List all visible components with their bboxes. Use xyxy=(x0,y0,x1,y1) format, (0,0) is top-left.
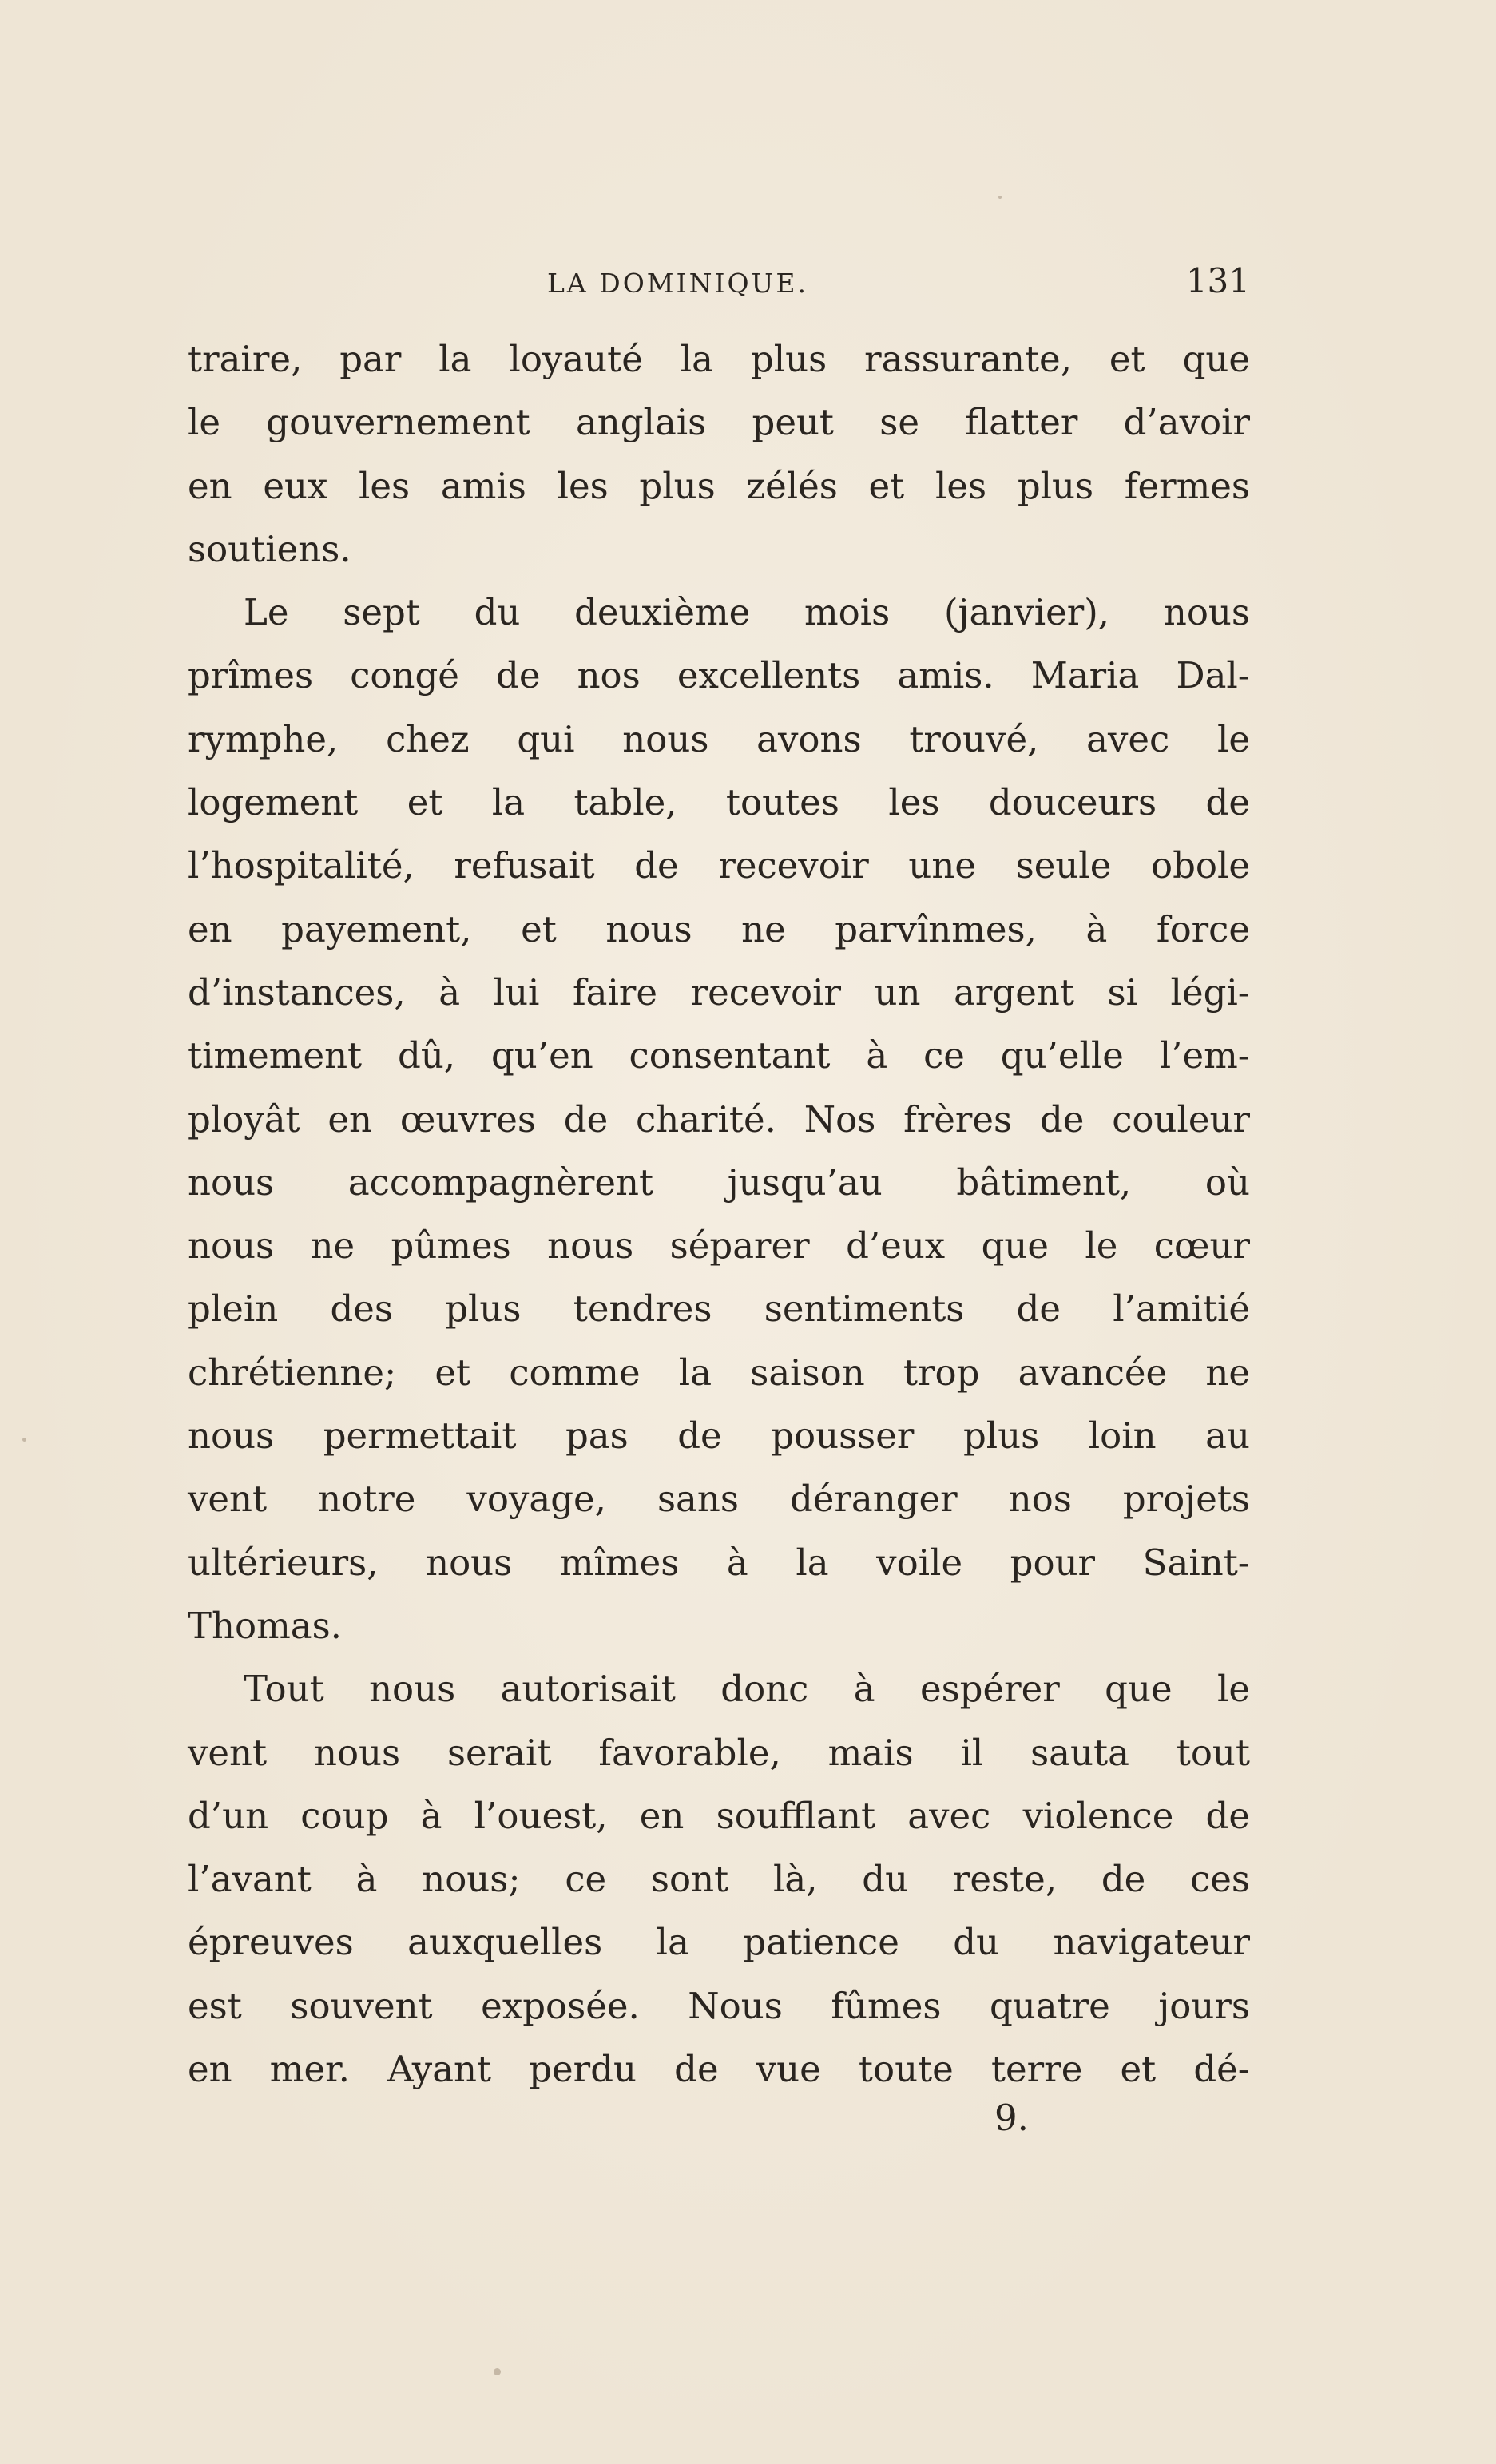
text-line: en payement, et nous ne parvînmes, à force xyxy=(188,907,1250,950)
body-text xyxy=(188,327,1250,2101)
text-line: timement dû, qu’en consentant à ce qu’elle l’em- xyxy=(188,1034,1250,1077)
text-line: rymphe, chez qui nous avons trouvé, avec le xyxy=(188,717,1250,760)
text-line: soutiens. xyxy=(188,527,351,570)
text-line: ployât en œuvres de charité. Nos frères de couleur xyxy=(188,1097,1250,1141)
text-line: nous accompagnèrent jusqu’au bâtiment, où xyxy=(188,1161,1250,1204)
text-line: prîmes congé de nos excellents amis. Maria Dal- xyxy=(188,654,1250,697)
text-line: en eux les amis les plus zélés et les plus fermes xyxy=(188,464,1250,507)
text-line: traire, par la loyauté la plus rassurante, et que xyxy=(188,338,1250,380)
text-line: ultérieurs, nous mîmes à la voile pour Saint- xyxy=(188,1541,1250,1584)
text-line: en mer. Ayant perdu de vue toute terre et dé- xyxy=(188,2048,1250,2091)
paper-speck xyxy=(22,1438,26,1442)
text-line: vent nous serait favorable, mais il sauta tout xyxy=(188,1731,1250,1774)
text-line: Tout nous autorisait donc à espérer que le xyxy=(244,1668,1250,1711)
signature-mark: 9. xyxy=(994,2097,1029,2139)
text-line: d’instances, à lui faire recevoir un argent si légi- xyxy=(188,970,1250,1014)
text-line: vent notre voyage, sans déranger nos projets xyxy=(188,1478,1250,1521)
text-line: logement et la table, toutes les douceurs de xyxy=(188,781,1250,824)
page-number: 131 xyxy=(1185,261,1250,300)
text-line: nous ne pûmes nous séparer d’eux que le cœur xyxy=(188,1224,1250,1268)
text-line: Thomas. xyxy=(188,1604,342,1647)
text-line: Le sept du deuxième mois (janvier), nous xyxy=(244,591,1250,634)
text-line: plein des plus tendres sentiments de l’amitié xyxy=(188,1288,1250,1331)
text-line: le gouvernement anglais peut se flatter d’avoir xyxy=(188,401,1250,444)
paper-speck xyxy=(494,2368,501,2375)
text-line: chrétienne; et comme la saison trop avancée ne xyxy=(188,1351,1250,1394)
text-line: d’un coup à l’ouest, en soufflant avec violence de xyxy=(188,1794,1250,1837)
text-line: épreuves auxquelles la patience du navigateur xyxy=(188,1921,1250,1964)
paper-speck xyxy=(998,196,1002,199)
text-line: nous permettait pas de pousser plus loin au xyxy=(188,1415,1250,1458)
text-line: est souvent exposée. Nous fûmes quatre jours xyxy=(188,1984,1250,2027)
text-line: l’avant à nous; ce sont là, du reste, de ces xyxy=(188,1858,1250,1901)
text-line: l’hospitalité, refusait de recevoir une seule obole xyxy=(188,844,1250,887)
page-header xyxy=(188,261,1250,315)
running-head: LA DOMINIQUE. xyxy=(547,268,808,299)
